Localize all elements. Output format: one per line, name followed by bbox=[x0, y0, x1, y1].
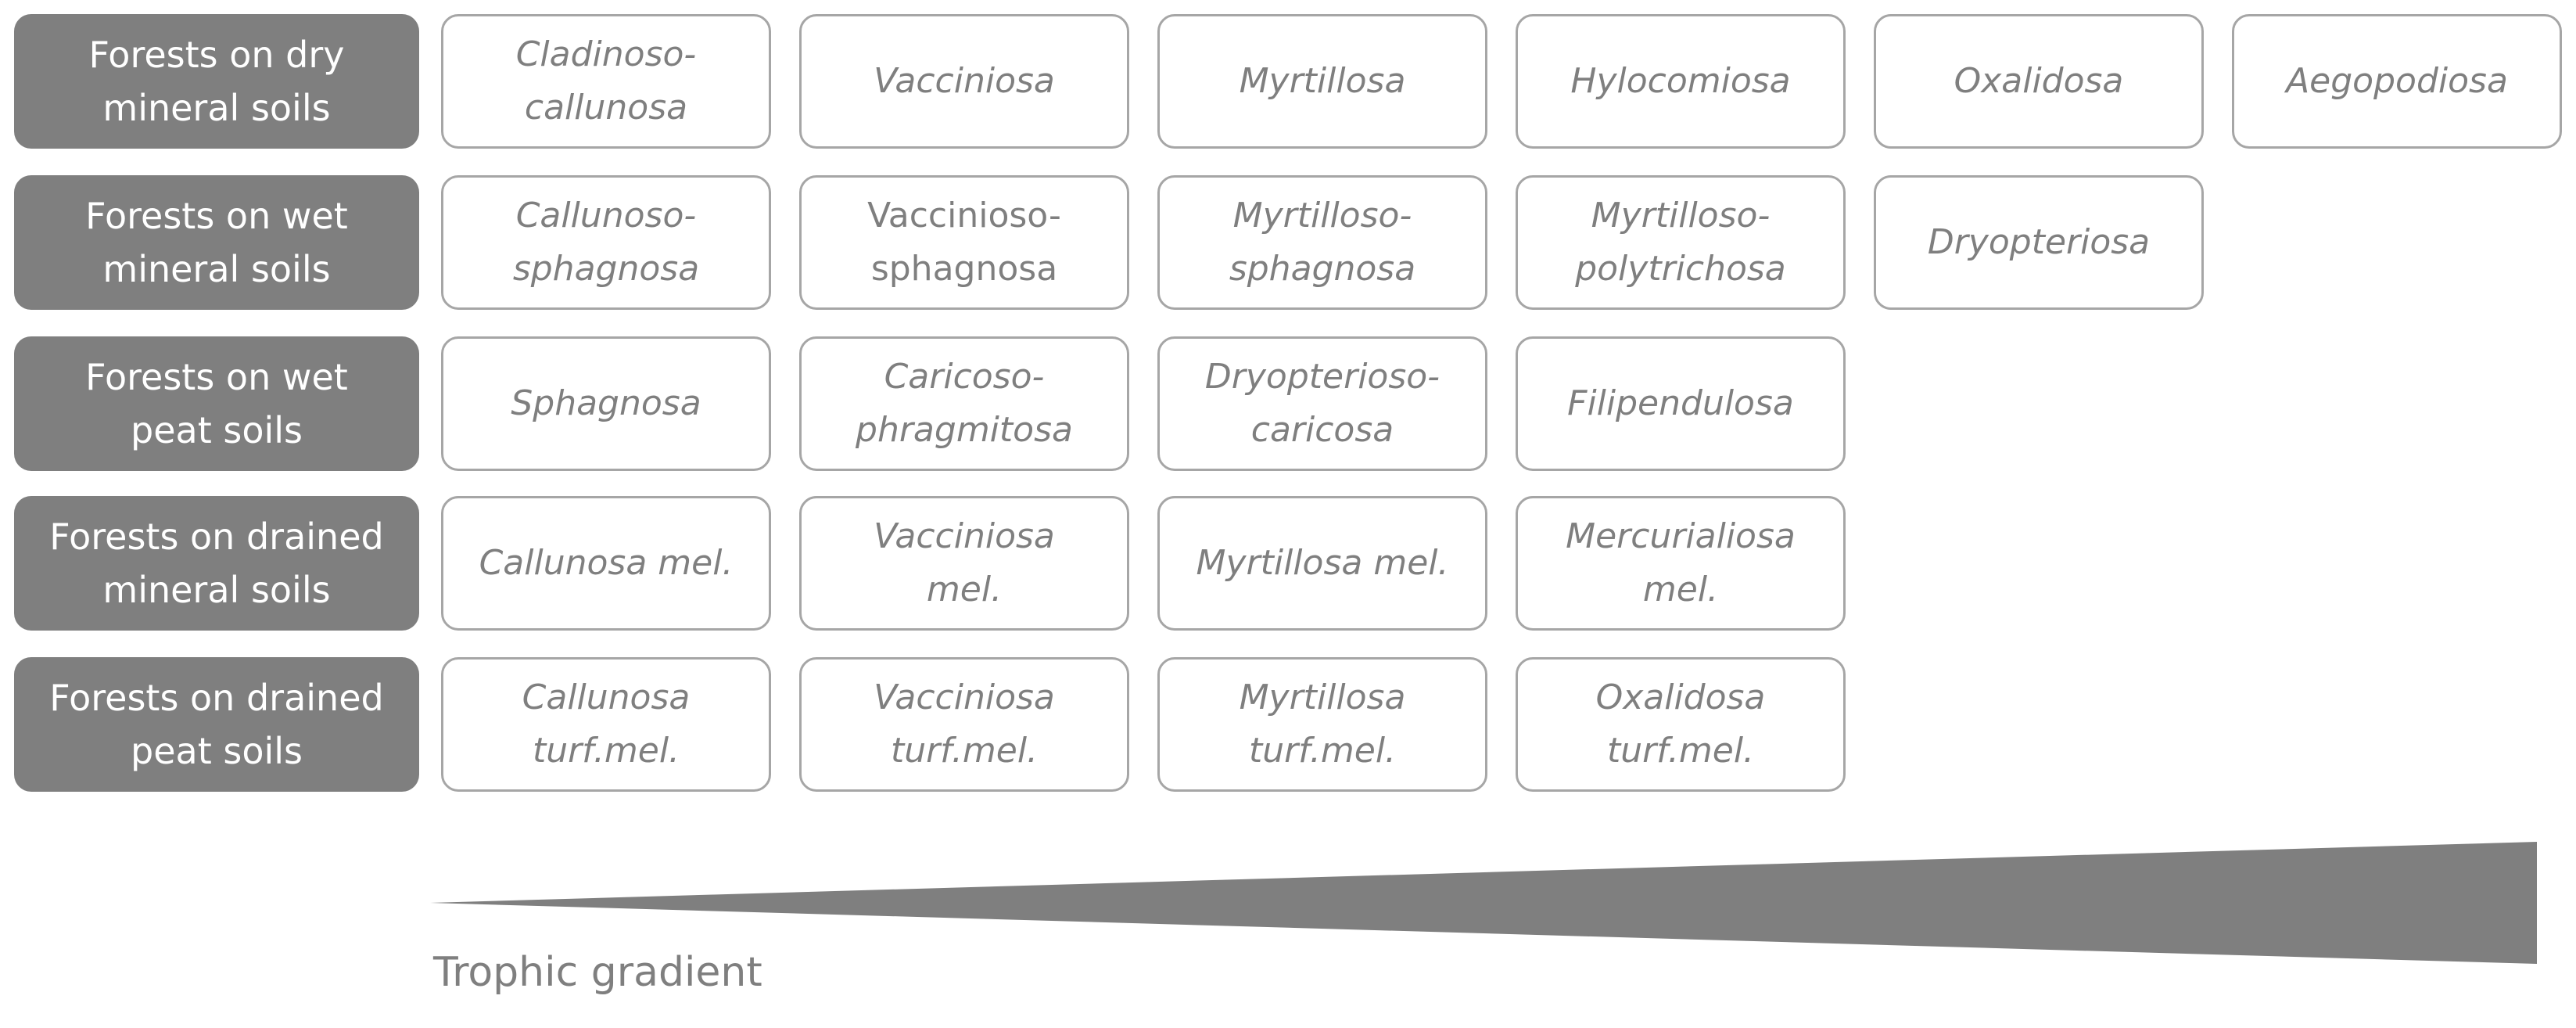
site-type-cell: Caricoso- phragmitosa bbox=[799, 336, 1129, 471]
site-type-cell: Callunosa mel. bbox=[441, 496, 771, 631]
row-label: Forests on drained peat soils bbox=[14, 657, 419, 792]
site-type-cell: Sphagnosa bbox=[441, 336, 771, 471]
row-label: Forests on wet mineral soils bbox=[14, 175, 419, 310]
site-type-cell: Myrtillosa bbox=[1157, 14, 1487, 149]
site-type-cell: Vacciniosa turf.mel. bbox=[799, 657, 1129, 792]
trophic-gradient-label: Trophic gradient bbox=[433, 949, 762, 996]
row-label: Forests on drained mineral soils bbox=[14, 496, 419, 631]
site-type-cell: Filipendulosa bbox=[1516, 336, 1846, 471]
site-type-cell: Myrtilloso- sphagnosa bbox=[1157, 175, 1487, 310]
site-type-cell: Oxalidosa bbox=[1874, 14, 2204, 149]
row-label: Forests on dry mineral soils bbox=[14, 14, 419, 149]
site-type-cell: Callunoso- sphagnosa bbox=[441, 175, 771, 310]
site-type-cell: Callunosa turf.mel. bbox=[441, 657, 771, 792]
site-type-cell: Dryopteriosa bbox=[1874, 175, 2204, 310]
site-type-cell: Myrtilloso- polytrichosa bbox=[1516, 175, 1846, 310]
site-type-cell: Mercurialiosa mel. bbox=[1516, 496, 1846, 631]
site-type-cell: Oxalidosa turf.mel. bbox=[1516, 657, 1846, 792]
site-type-cell: Vaccinioso- sphagnosa bbox=[799, 175, 1129, 310]
site-type-cell: Vacciniosa bbox=[799, 14, 1129, 149]
site-type-cell: Aegopodiosa bbox=[2232, 14, 2562, 149]
row-label: Forests on wet peat soils bbox=[14, 336, 419, 471]
site-type-cell: Cladinoso- callunosa bbox=[441, 14, 771, 149]
site-type-cell: Hylocomiosa bbox=[1516, 14, 1846, 149]
site-type-cell: Myrtillosa mel. bbox=[1157, 496, 1487, 631]
site-type-cell: Dryopterioso- caricosa bbox=[1157, 336, 1487, 471]
site-type-cell: Myrtillosa turf.mel. bbox=[1157, 657, 1487, 792]
site-type-cell: Vacciniosa mel. bbox=[799, 496, 1129, 631]
